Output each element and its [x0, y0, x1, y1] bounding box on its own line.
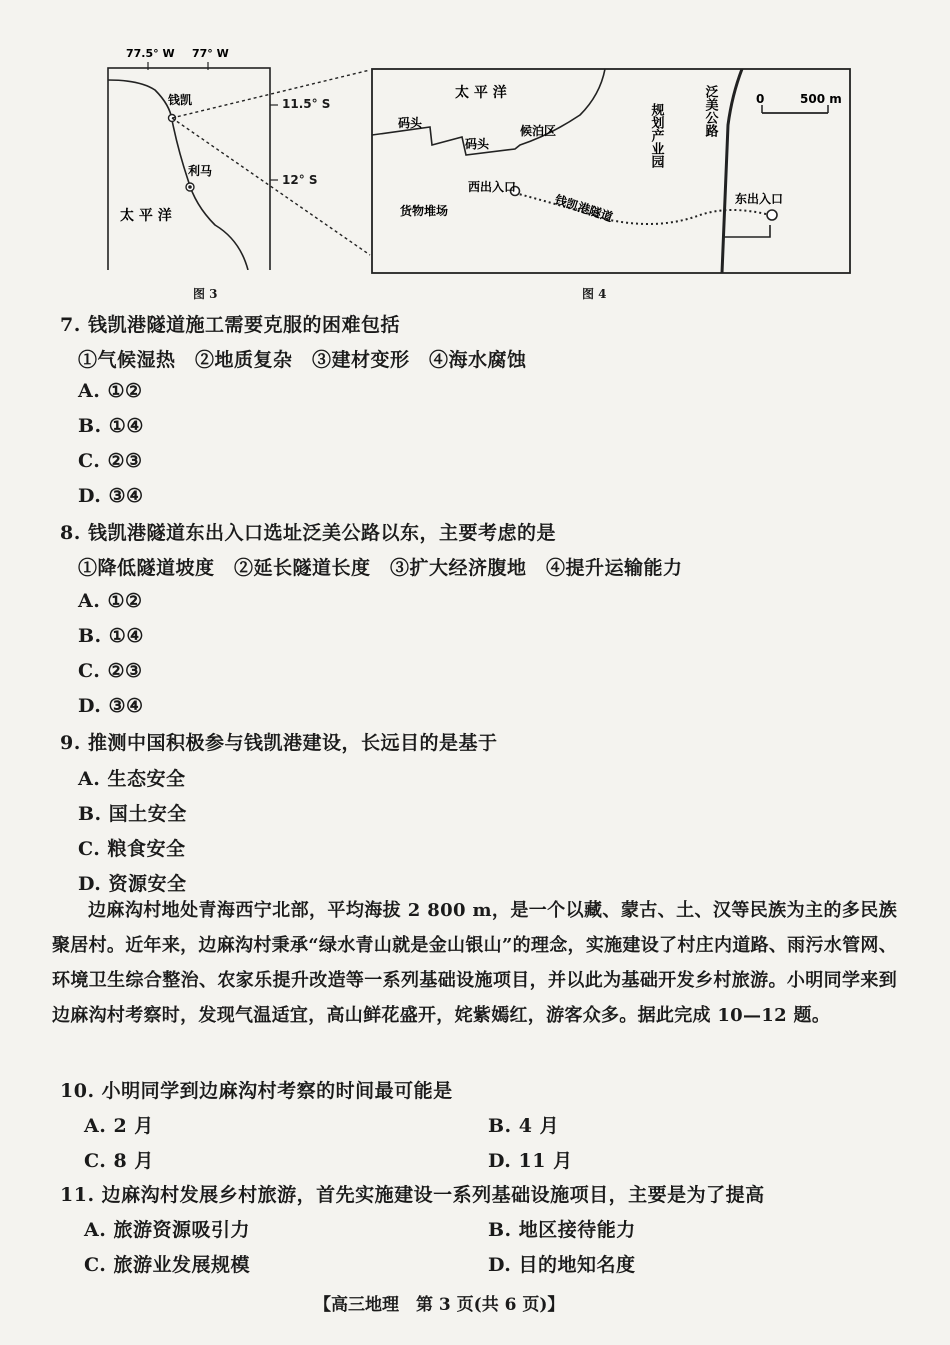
question-9-option-c[interactable]: C. 粮食安全 [78, 838, 186, 860]
lon-label-77: 77° W [192, 47, 229, 60]
figure-4-map [370, 65, 855, 275]
question-7-stem: 7. 钱凯港隧道施工需要克服的困难包括 [60, 314, 400, 336]
question-8-option-d[interactable]: D. ③④ [78, 695, 144, 717]
question-11-option-c[interactable]: C. 旅游业发展规模 [84, 1254, 251, 1276]
scale-distance: 500 m [800, 92, 842, 106]
question-9-option-b[interactable]: B. 国土安全 [78, 803, 187, 825]
map-frame [372, 69, 850, 273]
question-11-stem: 11. 边麻沟村发展乡村旅游，首先实施建设一系列基础设施项目，主要是为了提高 [60, 1184, 765, 1206]
question-10-option-d[interactable]: D. 11 月 [488, 1150, 573, 1172]
sea-label: 太 平 洋 [120, 208, 172, 224]
east-exit-label: 东出入口 [735, 192, 784, 206]
question-9-option-a[interactable]: A. 生态安全 [78, 768, 186, 790]
industrial-park-label: 规划产业园 [648, 103, 664, 168]
lat-label-11-5: 11.5° S [282, 97, 331, 111]
question-9-option-d[interactable]: D. 资源安全 [78, 873, 187, 895]
pan-american-highway [722, 69, 742, 273]
question-8-option-b[interactable]: B. ①④ [78, 625, 144, 647]
question-7-items: ①气候湿热 ②地质复杂 ③建材变形 ④海水腐蚀 [78, 349, 527, 371]
anchorage-label: 候泊区 [520, 124, 557, 138]
question-8-items: ①降低隧道坡度 ②延长隧道长度 ③扩大经济腹地 ④提升运输能力 [78, 557, 683, 579]
cargo-yard-label: 货物堆场 [400, 204, 449, 218]
lon-label-77-5: 77.5° W [126, 47, 175, 60]
passage-text: 边麻沟村地处青海西宁北部，平均海拔 2 800 m，是一个以藏、蒙古、土、汉等民族为主的多民族聚居村。近年来，边麻沟村秉承“绿水青山就是金山银山”的理念，实施建设了村庄内道路、雨污水管网、环境卫生综合整治、农家乐提升改造等一系列基础设施项目，并以此为基础开发乡村旅游。小明同学来到边麻沟村考察时，发现气温适宜，高山鲜花盛开，姹紫嫣红，游客众多。据此完成 10—12 题。 [52, 900, 897, 1026]
question-9-stem: 9. 推测中国积极参与钱凯港建设，长远目的是基于 [60, 732, 498, 754]
question-8-stem: 8. 钱凯港隧道东出入口选址泛美公路以东，主要考虑的是 [60, 522, 556, 544]
sea-label: 太 平 洋 [455, 85, 507, 101]
figure-3-caption: 图 3 [193, 287, 218, 301]
question-10-option-c[interactable]: C. 8 月 [84, 1150, 154, 1172]
scale-zero: 0 [756, 92, 765, 106]
pier-1-label: 码头 [398, 116, 423, 130]
question-11-option-d[interactable]: D. 目的地知名度 [488, 1254, 636, 1276]
zoom-connector [170, 70, 400, 260]
question-8-option-c[interactable]: C. ②③ [78, 660, 143, 682]
reading-passage [52, 893, 897, 1033]
question-7-option-c[interactable]: C. ②③ [78, 450, 143, 472]
question-8-option-a[interactable]: A. ①② [78, 590, 143, 612]
tunnel-label: 钱凯港隧道 [553, 192, 615, 225]
lat-label-12: 12° S [282, 173, 318, 187]
page-footer: 【高三地理 第 3 页(共 6 页)】 [314, 1295, 565, 1315]
place-chancay: 钱凯 [168, 93, 193, 107]
question-10-option-b[interactable]: B. 4 月 [488, 1115, 560, 1137]
question-11-option-a[interactable]: A. 旅游资源吸引力 [84, 1219, 250, 1241]
question-10-option-a[interactable]: A. 2 月 [84, 1115, 154, 1137]
tunnel-line [515, 193, 770, 224]
question-7-option-d[interactable]: D. ③④ [78, 485, 144, 507]
question-7-option-a[interactable]: A. ①② [78, 380, 143, 402]
question-11-option-b[interactable]: B. 地区接待能力 [488, 1219, 636, 1241]
place-lima: 利马 [188, 164, 213, 178]
question-10-stem: 10. 小明同学到边麻沟村考察的时间最可能是 [60, 1080, 453, 1102]
question-7-option-b[interactable]: B. ①④ [78, 415, 144, 437]
pier-2-label: 码头 [465, 137, 490, 151]
highway-label: 泛美公路 [702, 85, 718, 137]
figure-4-caption: 图 4 [582, 287, 607, 301]
east-exit-point [767, 210, 777, 220]
west-exit-label: 西出入口 [468, 180, 517, 194]
